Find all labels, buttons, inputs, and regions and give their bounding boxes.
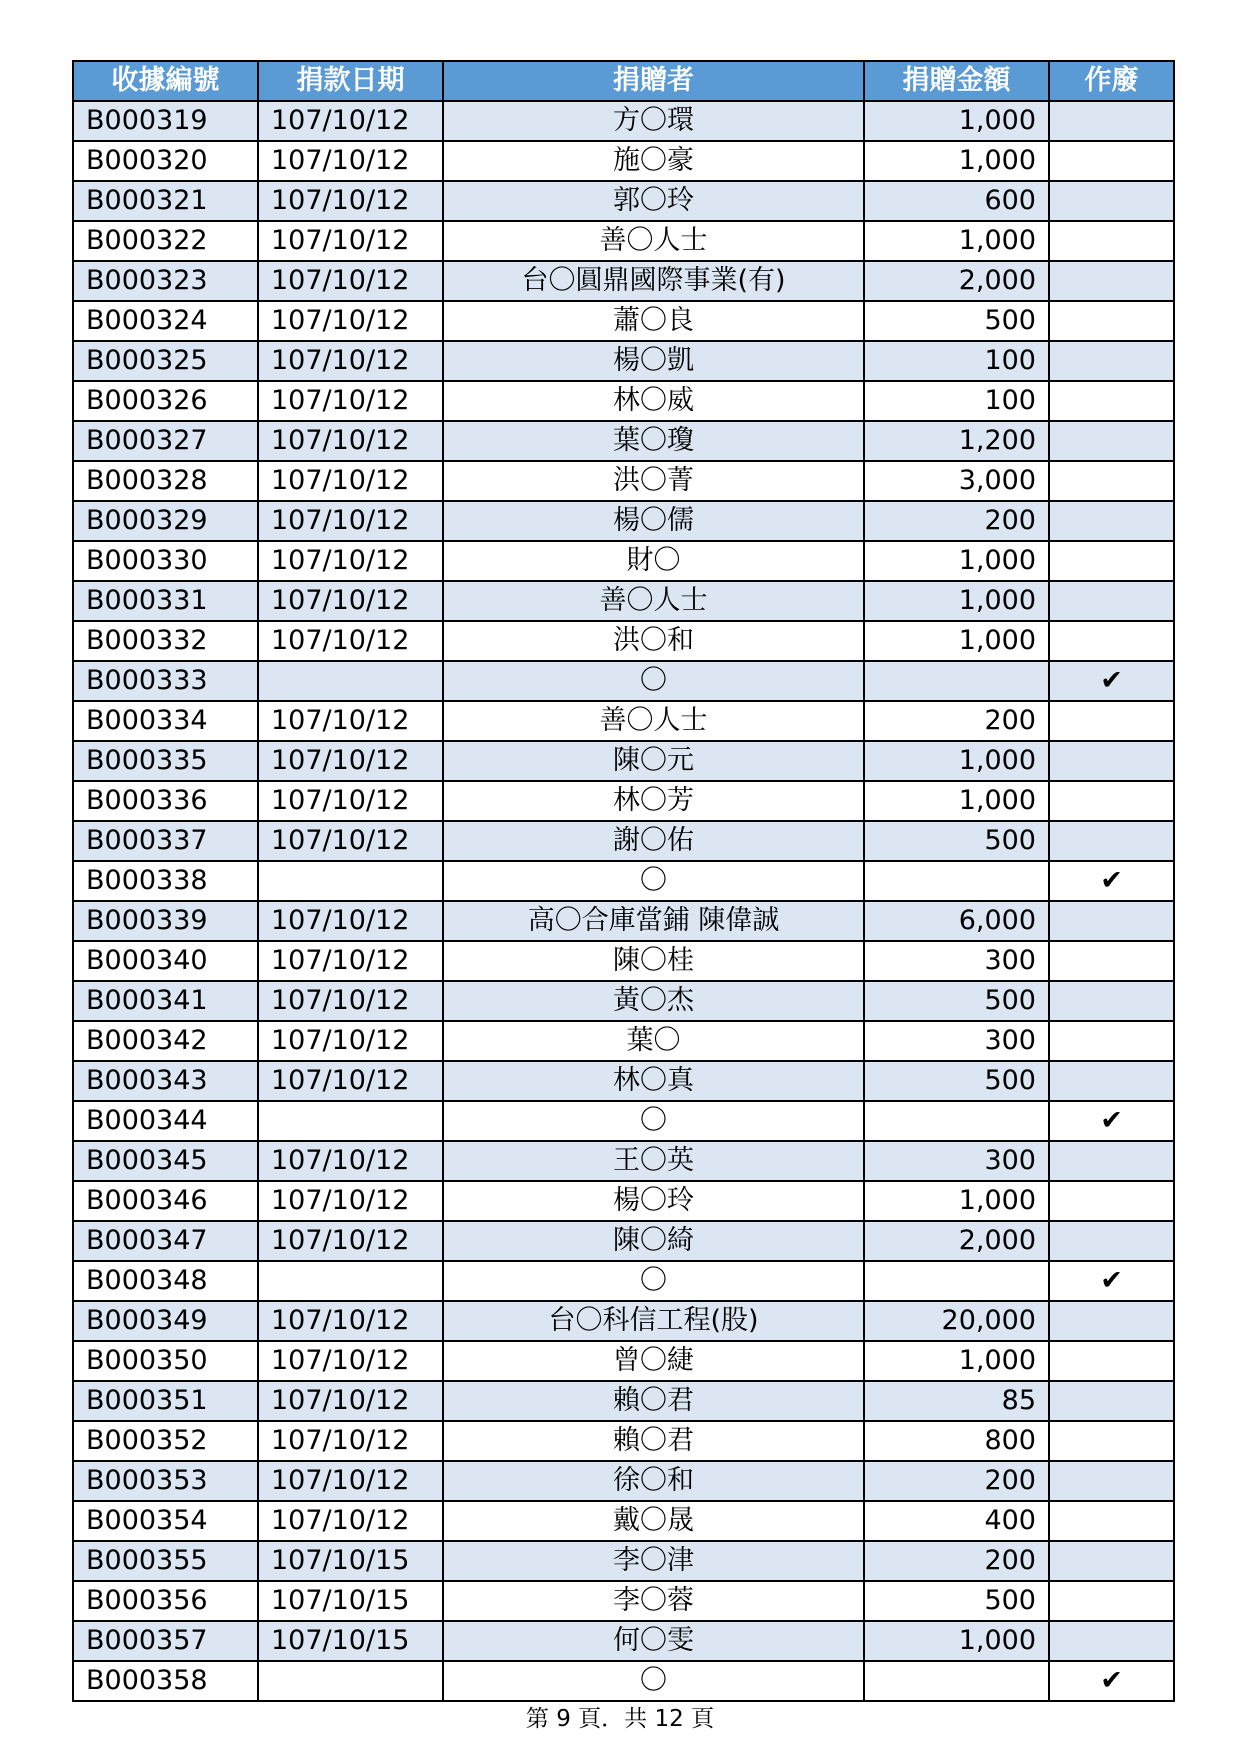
amount-cell: 1,000 — [864, 541, 1049, 581]
table-row — [73, 1301, 1174, 1341]
void-cell — [1049, 101, 1174, 141]
table-row — [73, 261, 1174, 301]
table-row — [73, 1461, 1174, 1501]
void-cell — [1049, 901, 1174, 941]
receipt-no-cell: B000325 — [73, 341, 258, 381]
table-row — [73, 1621, 1174, 1661]
receipt-no-cell: B000347 — [73, 1221, 258, 1261]
header-amount: 捐贈金額 — [864, 61, 1049, 101]
table-row — [73, 141, 1174, 181]
receipt-no-cell: B000321 — [73, 181, 258, 221]
amount-cell: 2,000 — [864, 261, 1049, 301]
amount-cell: 1,000 — [864, 1181, 1049, 1221]
table-row — [73, 1101, 1174, 1141]
donor-cell: 〇 — [443, 1101, 864, 1141]
amount-cell: 1,000 — [864, 581, 1049, 621]
donor-cell: 洪〇和 — [443, 621, 864, 661]
receipt-no-cell: B000338 — [73, 861, 258, 901]
void-cell — [1049, 341, 1174, 381]
date-cell: 107/10/12 — [258, 1341, 443, 1381]
date-cell: 107/10/12 — [258, 421, 443, 461]
donor-cell: 李〇蓉 — [443, 1581, 864, 1621]
amount-cell: 1,000 — [864, 781, 1049, 821]
table-header-row — [73, 61, 1174, 101]
table-row — [73, 501, 1174, 541]
donor-cell: 楊〇儒 — [443, 501, 864, 541]
receipt-no-cell: B000323 — [73, 261, 258, 301]
donor-cell: 善〇人士 — [443, 221, 864, 261]
amount-cell: 500 — [864, 1581, 1049, 1621]
table-row — [73, 781, 1174, 821]
void-cell: ✔ — [1049, 1261, 1174, 1301]
amount-cell: 1,000 — [864, 1621, 1049, 1661]
table-row — [73, 1341, 1174, 1381]
date-cell: 107/10/12 — [258, 101, 443, 141]
receipt-no-cell: B000322 — [73, 221, 258, 261]
table-row — [73, 1541, 1174, 1581]
table-row — [73, 661, 1174, 701]
table-row — [73, 1141, 1174, 1181]
void-cell — [1049, 1021, 1174, 1061]
void-cell — [1049, 1541, 1174, 1581]
donor-cell: 黃〇杰 — [443, 981, 864, 1021]
table-row — [73, 1261, 1174, 1301]
receipt-no-cell: B000350 — [73, 1341, 258, 1381]
table-row — [73, 1581, 1174, 1621]
donor-cell: 高〇合庫當鋪 陳偉誠 — [443, 901, 864, 941]
date-cell: 107/10/12 — [258, 1061, 443, 1101]
void-cell — [1049, 1581, 1174, 1621]
donor-cell: 財〇 — [443, 541, 864, 581]
void-cell — [1049, 1381, 1174, 1421]
donor-cell: 賴〇君 — [443, 1421, 864, 1461]
date-cell: 107/10/12 — [258, 741, 443, 781]
table-row — [73, 861, 1174, 901]
void-cell — [1049, 221, 1174, 261]
receipt-no-cell: B000340 — [73, 941, 258, 981]
amount-cell: 100 — [864, 341, 1049, 381]
date-cell: 107/10/12 — [258, 981, 443, 1021]
void-cell — [1049, 1501, 1174, 1541]
void-cell — [1049, 261, 1174, 301]
void-cell — [1049, 621, 1174, 661]
donor-cell: 王〇英 — [443, 1141, 864, 1181]
amount-cell — [864, 1661, 1049, 1701]
date-cell — [258, 1261, 443, 1301]
void-cell — [1049, 1341, 1174, 1381]
table-body — [73, 101, 1174, 1701]
void-cell — [1049, 1141, 1174, 1181]
date-cell: 107/10/12 — [258, 381, 443, 421]
receipt-no-cell: B000358 — [73, 1661, 258, 1701]
donor-cell: 謝〇佑 — [443, 821, 864, 861]
amount-cell: 200 — [864, 1541, 1049, 1581]
amount-cell: 100 — [864, 381, 1049, 421]
donor-cell: 善〇人士 — [443, 581, 864, 621]
date-cell: 107/10/12 — [258, 821, 443, 861]
donor-cell: 徐〇和 — [443, 1461, 864, 1501]
receipt-no-cell: B000328 — [73, 461, 258, 501]
date-cell — [258, 1661, 443, 1701]
donor-cell: 方〇環 — [443, 101, 864, 141]
table-row — [73, 1221, 1174, 1261]
void-cell — [1049, 381, 1174, 421]
void-cell — [1049, 1621, 1174, 1661]
void-cell: ✔ — [1049, 1101, 1174, 1141]
donor-cell: 葉〇瓊 — [443, 421, 864, 461]
receipt-no-cell: B000344 — [73, 1101, 258, 1141]
date-cell: 107/10/12 — [258, 1421, 443, 1461]
donor-cell: 陳〇元 — [443, 741, 864, 781]
donor-cell: 台〇科信工程(股) — [443, 1301, 864, 1341]
donor-cell: 楊〇玲 — [443, 1181, 864, 1221]
donor-cell: 何〇雯 — [443, 1621, 864, 1661]
receipt-no-cell: B000342 — [73, 1021, 258, 1061]
receipt-no-cell: B000355 — [73, 1541, 258, 1581]
void-cell — [1049, 501, 1174, 541]
void-cell — [1049, 981, 1174, 1021]
date-cell: 107/10/12 — [258, 1461, 443, 1501]
void-cell — [1049, 1301, 1174, 1341]
amount-cell: 200 — [864, 701, 1049, 741]
receipt-no-cell: B000356 — [73, 1581, 258, 1621]
amount-cell: 500 — [864, 301, 1049, 341]
date-cell: 107/10/12 — [258, 781, 443, 821]
date-cell: 107/10/12 — [258, 141, 443, 181]
header-date: 捐款日期 — [258, 61, 443, 101]
void-cell — [1049, 1181, 1174, 1221]
donor-cell: 〇 — [443, 861, 864, 901]
void-cell — [1049, 581, 1174, 621]
date-cell: 107/10/12 — [258, 301, 443, 341]
receipt-no-cell: B000334 — [73, 701, 258, 741]
date-cell: 107/10/12 — [258, 261, 443, 301]
void-cell — [1049, 141, 1174, 181]
date-cell: 107/10/12 — [258, 1141, 443, 1181]
amount-cell — [864, 1261, 1049, 1301]
table-row — [73, 1421, 1174, 1461]
date-cell: 107/10/15 — [258, 1541, 443, 1581]
receipt-no-cell: B000346 — [73, 1181, 258, 1221]
table-row — [73, 381, 1174, 421]
date-cell — [258, 661, 443, 701]
date-cell: 107/10/12 — [258, 901, 443, 941]
void-cell: ✔ — [1049, 661, 1174, 701]
void-cell — [1049, 741, 1174, 781]
amount-cell: 1,200 — [864, 421, 1049, 461]
date-cell — [258, 1101, 443, 1141]
donor-cell: 善〇人士 — [443, 701, 864, 741]
table-row — [73, 1501, 1174, 1541]
amount-cell — [864, 1101, 1049, 1141]
receipt-no-cell: B000332 — [73, 621, 258, 661]
amount-cell: 300 — [864, 1021, 1049, 1061]
void-cell — [1049, 1461, 1174, 1501]
receipt-no-cell: B000354 — [73, 1501, 258, 1541]
receipt-no-cell: B000324 — [73, 301, 258, 341]
amount-cell: 200 — [864, 1461, 1049, 1501]
amount-cell: 500 — [864, 981, 1049, 1021]
void-cell — [1049, 1421, 1174, 1461]
donor-cell: 葉〇 — [443, 1021, 864, 1061]
donation-table — [72, 60, 1175, 1702]
amount-cell: 2,000 — [864, 1221, 1049, 1261]
receipt-no-cell: B000330 — [73, 541, 258, 581]
amount-cell: 200 — [864, 501, 1049, 541]
receipt-no-cell: B000333 — [73, 661, 258, 701]
donor-cell: 李〇津 — [443, 1541, 864, 1581]
amount-cell: 1,000 — [864, 741, 1049, 781]
header-receipt-no: 收據編號 — [73, 61, 258, 101]
table-row — [73, 341, 1174, 381]
void-cell — [1049, 541, 1174, 581]
void-cell — [1049, 1061, 1174, 1101]
table-row — [73, 1381, 1174, 1421]
donor-cell: 郭〇玲 — [443, 181, 864, 221]
date-cell — [258, 861, 443, 901]
page-number: 第 9 頁．共 12 頁 — [525, 1706, 715, 1732]
void-cell — [1049, 181, 1174, 221]
table-row — [73, 621, 1174, 661]
void-cell: ✔ — [1049, 1661, 1174, 1701]
void-cell — [1049, 941, 1174, 981]
table-row — [73, 181, 1174, 221]
receipt-no-cell: B000329 — [73, 501, 258, 541]
donor-cell: 施〇豪 — [443, 141, 864, 181]
table-row — [73, 901, 1174, 941]
table-row — [73, 1181, 1174, 1221]
receipt-no-cell: B000331 — [73, 581, 258, 621]
receipt-no-cell: B000348 — [73, 1261, 258, 1301]
table-row — [73, 821, 1174, 861]
date-cell: 107/10/12 — [258, 1501, 443, 1541]
table-row — [73, 741, 1174, 781]
table-row — [73, 581, 1174, 621]
amount-cell: 85 — [864, 1381, 1049, 1421]
date-cell: 107/10/12 — [258, 501, 443, 541]
donor-cell: 林〇威 — [443, 381, 864, 421]
void-cell — [1049, 301, 1174, 341]
amount-cell: 1,000 — [864, 141, 1049, 181]
void-cell — [1049, 701, 1174, 741]
date-cell: 107/10/12 — [258, 221, 443, 261]
donor-cell: 陳〇綺 — [443, 1221, 864, 1261]
date-cell: 107/10/12 — [258, 541, 443, 581]
amount-cell: 300 — [864, 941, 1049, 981]
table-row — [73, 221, 1174, 261]
amount-cell: 1,000 — [864, 101, 1049, 141]
amount-cell: 1,000 — [864, 1341, 1049, 1381]
amount-cell — [864, 861, 1049, 901]
donor-cell: 曾〇緁 — [443, 1341, 864, 1381]
date-cell: 107/10/12 — [258, 461, 443, 501]
header-void: 作廢 — [1049, 61, 1174, 101]
receipt-no-cell: B000353 — [73, 1461, 258, 1501]
void-cell — [1049, 421, 1174, 461]
receipt-no-cell: B000339 — [73, 901, 258, 941]
amount-cell: 400 — [864, 1501, 1049, 1541]
receipt-no-cell: B000345 — [73, 1141, 258, 1181]
table-row — [73, 541, 1174, 581]
table-row — [73, 1661, 1174, 1701]
receipt-no-cell: B000335 — [73, 741, 258, 781]
donor-cell: 楊〇凱 — [443, 341, 864, 381]
receipt-no-cell: B000341 — [73, 981, 258, 1021]
amount-cell: 6,000 — [864, 901, 1049, 941]
table-row — [73, 981, 1174, 1021]
receipt-no-cell: B000343 — [73, 1061, 258, 1101]
donor-cell: 〇 — [443, 661, 864, 701]
table-row — [73, 941, 1174, 981]
donor-cell: 蕭〇良 — [443, 301, 864, 341]
receipt-no-cell: B000357 — [73, 1621, 258, 1661]
header-donor: 捐贈者 — [443, 61, 864, 101]
date-cell: 107/10/15 — [258, 1581, 443, 1621]
table-row — [73, 461, 1174, 501]
table-row — [73, 301, 1174, 341]
table-row — [73, 1061, 1174, 1101]
donor-cell: 戴〇晟 — [443, 1501, 864, 1541]
void-cell: ✔ — [1049, 861, 1174, 901]
receipt-no-cell: B000337 — [73, 821, 258, 861]
receipt-no-cell: B000319 — [73, 101, 258, 141]
date-cell: 107/10/12 — [258, 341, 443, 381]
void-cell — [1049, 781, 1174, 821]
receipt-no-cell: B000327 — [73, 421, 258, 461]
date-cell: 107/10/12 — [258, 1381, 443, 1421]
donor-cell: 〇 — [443, 1661, 864, 1701]
date-cell: 107/10/12 — [258, 1301, 443, 1341]
date-cell: 107/10/12 — [258, 1181, 443, 1221]
void-cell — [1049, 461, 1174, 501]
amount-cell — [864, 661, 1049, 701]
date-cell: 107/10/12 — [258, 701, 443, 741]
table-row — [73, 1021, 1174, 1061]
donor-cell: 林〇芳 — [443, 781, 864, 821]
date-cell: 107/10/12 — [258, 941, 443, 981]
table-row — [73, 701, 1174, 741]
date-cell: 107/10/12 — [258, 1221, 443, 1261]
receipt-no-cell: B000320 — [73, 141, 258, 181]
receipt-no-cell: B000326 — [73, 381, 258, 421]
table-row — [73, 101, 1174, 141]
donor-cell: 陳〇桂 — [443, 941, 864, 981]
void-cell — [1049, 821, 1174, 861]
receipt-no-cell: B000352 — [73, 1421, 258, 1461]
donor-cell: 台〇圓鼎國際事業(有) — [443, 261, 864, 301]
date-cell: 107/10/15 — [258, 1621, 443, 1661]
table-row — [73, 421, 1174, 461]
amount-cell: 1,000 — [864, 221, 1049, 261]
amount-cell: 600 — [864, 181, 1049, 221]
amount-cell: 800 — [864, 1421, 1049, 1461]
donor-cell: 洪〇菁 — [443, 461, 864, 501]
amount-cell: 300 — [864, 1141, 1049, 1181]
date-cell: 107/10/12 — [258, 581, 443, 621]
void-cell — [1049, 1221, 1174, 1261]
receipt-no-cell: B000336 — [73, 781, 258, 821]
date-cell: 107/10/12 — [258, 621, 443, 661]
donor-cell: 林〇真 — [443, 1061, 864, 1101]
date-cell: 107/10/12 — [258, 181, 443, 221]
donor-cell: 〇 — [443, 1261, 864, 1301]
date-cell: 107/10/12 — [258, 1021, 443, 1061]
amount-cell: 500 — [864, 1061, 1049, 1101]
amount-cell: 500 — [864, 821, 1049, 861]
donor-cell: 賴〇君 — [443, 1381, 864, 1421]
receipt-no-cell: B000351 — [73, 1381, 258, 1421]
receipt-no-cell: B000349 — [73, 1301, 258, 1341]
amount-cell: 3,000 — [864, 461, 1049, 501]
amount-cell: 1,000 — [864, 621, 1049, 661]
amount-cell: 20,000 — [864, 1301, 1049, 1341]
